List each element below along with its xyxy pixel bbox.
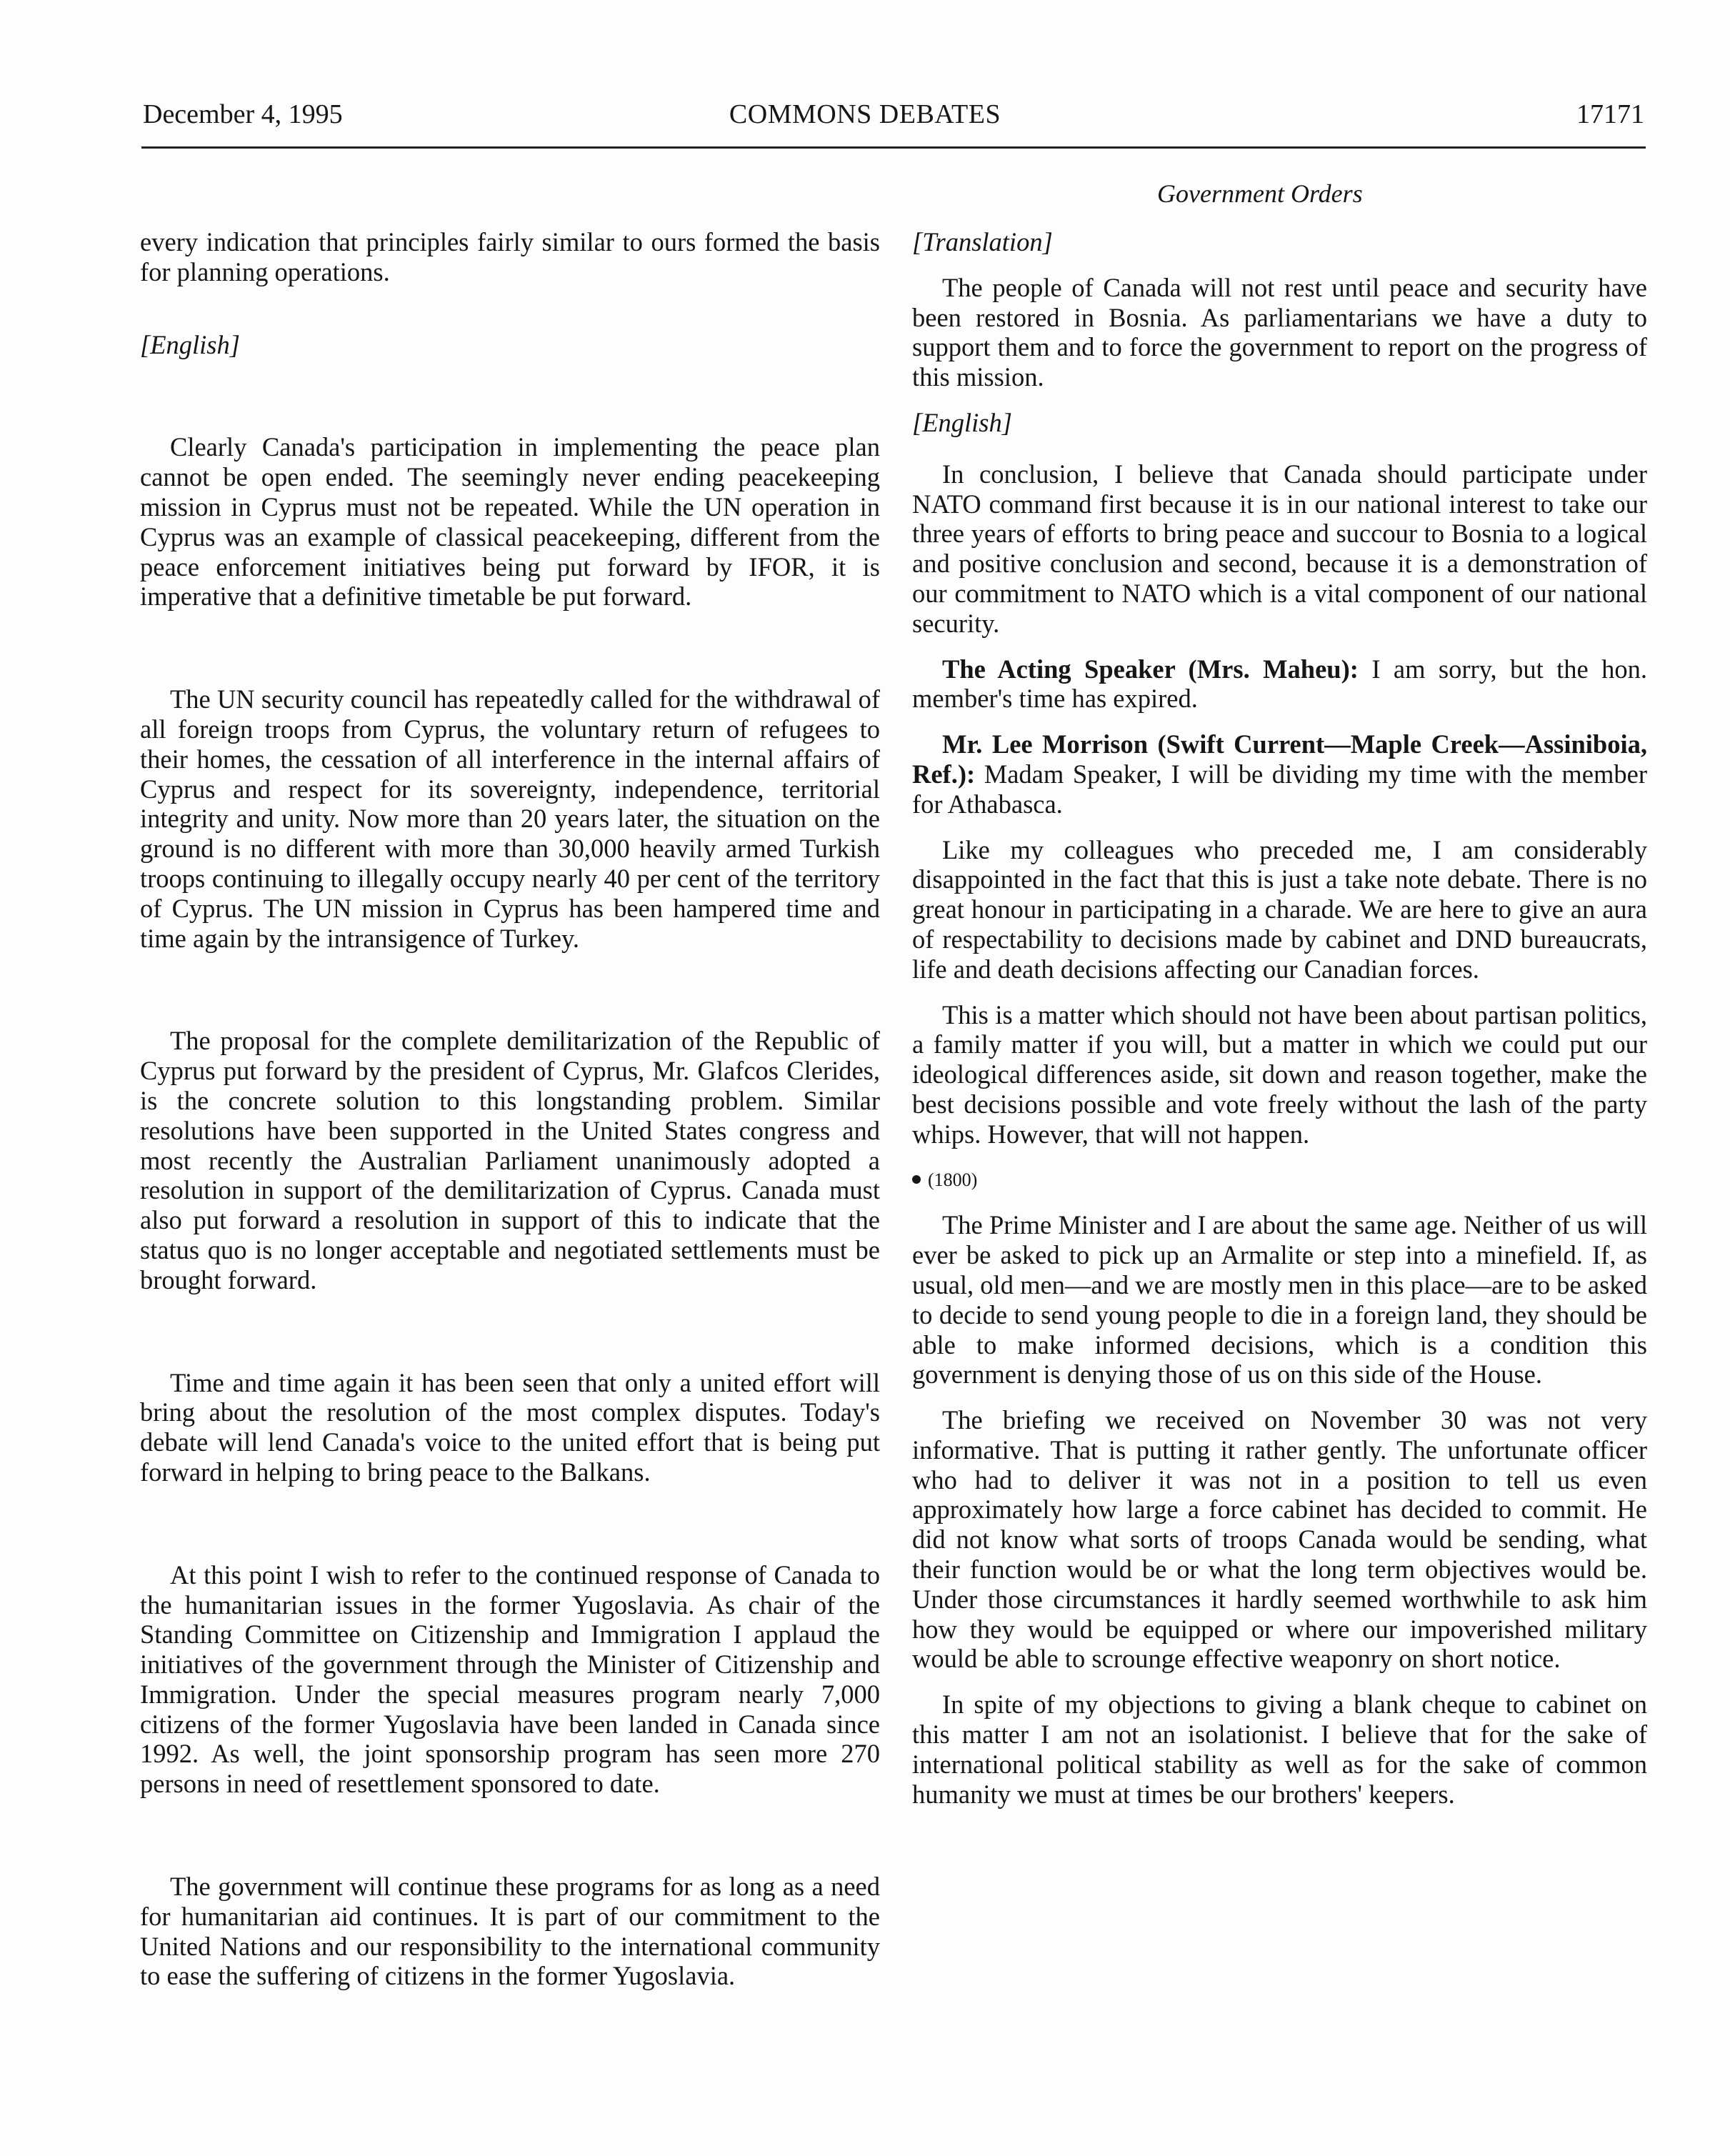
speaker-name: Mr. Lee Morrison (Swift Current—Maple Creek—Assiniboia, Ref.): (912, 729, 1647, 789)
paragraph: The UN security council has repeatedly called for the withdrawal of all foreign troops from Cyprus, the voluntary return of refugees to their homes, the cessation of all interference in the internal affairs of Cyprus and respect for its sovereignty, independence, territorial integrity and unity. Now more than 20 years later, the situation on the ground is no different with more than 30,000 heavily armed Turkish troops continuing to illegally occupy nearly 40 per cent of the territory of Cyprus. The UN mission in Cyprus has been hampered time and time again by the intransigence of Turkey. (140, 684, 880, 953)
paragraph: The Prime Minister and I are about the same age. Neither of us will ever be asked to pick up an Armalite or step into a minefield. If, as usual, old men—and we are mostly men in this place—are to be asked to decide to send young people to die in a foreign land, they should be able to make informed decisions, which is a condition this government is denying those of us on this side of the House. (912, 1210, 1647, 1389)
language-tag: [English] (140, 329, 240, 359)
timestamp (912, 1165, 1647, 1195)
paragraph: In conclusion, I believe that Canada should participate under NATO command first because it is in our national interest to take our three years of efforts to bring peace and succour to Bosnia to a logical and positive conclusion and second, because it is a demonstration of our commitment to NATO which is a vital component of our national security. (912, 459, 1647, 638)
left-column (140, 227, 880, 1991)
timestamp-text: (1800) (928, 1169, 978, 1190)
right-column (912, 227, 1647, 1809)
paragraph: The government will continue these programs for as long as a need for humanitarian aid continues. It is part of our commitment to the United Nations and our responsibility to the international community to ease the suffering of citizens in the former Yugoslavia. (140, 1872, 880, 1991)
header-title: COMMONS DEBATES (729, 99, 1001, 129)
speech-lee-morrison (912, 729, 1647, 819)
paragraph: every indication that principles fairly similar to ours formed the basis for planning operations. (140, 227, 880, 286)
running-head: Government Orders (1157, 179, 1363, 208)
speech-text: Madam Speaker, I will be dividing my time with the member for Athabasca. (912, 759, 1647, 819)
paragraph: In spite of my objections to giving a blank cheque to cabinet on this matter I am not an isolationist. I believe that for the sake of international political stability as well as for the sake of common humanity we must at times be our brothers' keepers. (912, 1690, 1647, 1809)
header-date: December 4, 1995 (143, 99, 343, 129)
language-tag: [English] (912, 407, 1012, 437)
page-number: 17171 (1576, 99, 1644, 129)
paragraph: This is a matter which should not have been about partisan politics, a family matter if you will, but a matter in which we could put our ideological differences aside, sit down and reason together, make the best decisions possible and vote freely without the lash of the party whips. However, that will not happen. (912, 999, 1647, 1149)
language-tag: [Translation] (912, 227, 1053, 256)
paragraph: Time and time again it has been seen that only a united effort will bring about the resolution of the most complex disputes. Today's debate will lend Canada's voice to the united effort that is being put forward in helping to bring peace to the Balkans. (140, 1367, 880, 1487)
paragraph: The proposal for the complete demilitarization of the Republic of Cyprus put forward by the president of Cyprus, Mr. Glafcos Clerides, is the concrete solution to this longstanding problem. Similar resolutions have been supported in the United States congress and most recently the Australian Parliament unanimously adopted a resolution in support of the demilitarization of Cyprus. Canada must also put forward a resolution in support of this to indicate that the status quo is no longer acceptable and negotiated settlements must be brought forward. (140, 1026, 880, 1294)
paragraph: The people of Canada will not rest until peace and security have been restored in Bosnia. As parliamentarians we have a duty to support them and to force the government to report on the progress of this mission. (912, 272, 1647, 392)
paragraph: Clearly Canada's participation in implementing the peace plan cannot be open ended. The seemingly never ending peacekeeping mission in Cyprus must not be repeated. While the UN operation in Cyprus was an example of classical peacekeeping, different from the peace enforcement initiatives being put forward by IFOR, it is imperative that a definitive timetable be put forward. (140, 432, 880, 612)
paragraph: At this point I wish to refer to the continued response of Canada to the humanitarian issues in the former Yugoslavia. As chair of the Standing Committee on Citizenship and Immigration I applaud the initiatives of the government through the Minister of Citizenship and Immigration. Under the special measures program nearly 7,000 citizens of the former Yugoslavia have been landed in Canada since 1992. As well, the joint sponsorship program has seen more 270 persons in need of resettlement sponsored to date. (140, 1559, 880, 1799)
paragraph: The briefing we received on November 30 was not very informative. That is putting it rather gently. The unfortunate officer who had to deliver it was not in a position to tell us even approximately how large a force cabinet has decided to commit. He did not know what sorts of troops Canada would be sending, what their function would be or what the long term objectives would be. Under those circumstances it hardly seemed worthwhile to ask him how they would be equipped or where our impoverished military would be able to scrounge effective weaponry on short notice. (912, 1405, 1647, 1674)
paragraph: Like my colleagues who preceded me, I am considerably disappointed in the fact that this is just a take note debate. There is no great honour in participating in a charade. We are here to give an aura of respectability to decisions made by cabinet and DND bureaucrats, life and death decisions affecting our Canadian forces. (912, 834, 1647, 984)
speech-acting-speaker (912, 654, 1647, 714)
bullet-icon (912, 1175, 921, 1184)
speech-text: I am sorry, but the hon. member's time has expired. (912, 654, 1647, 714)
header-rule (141, 146, 1646, 149)
speaker-name: The Acting Speaker (Mrs. Maheu): (942, 654, 1359, 684)
